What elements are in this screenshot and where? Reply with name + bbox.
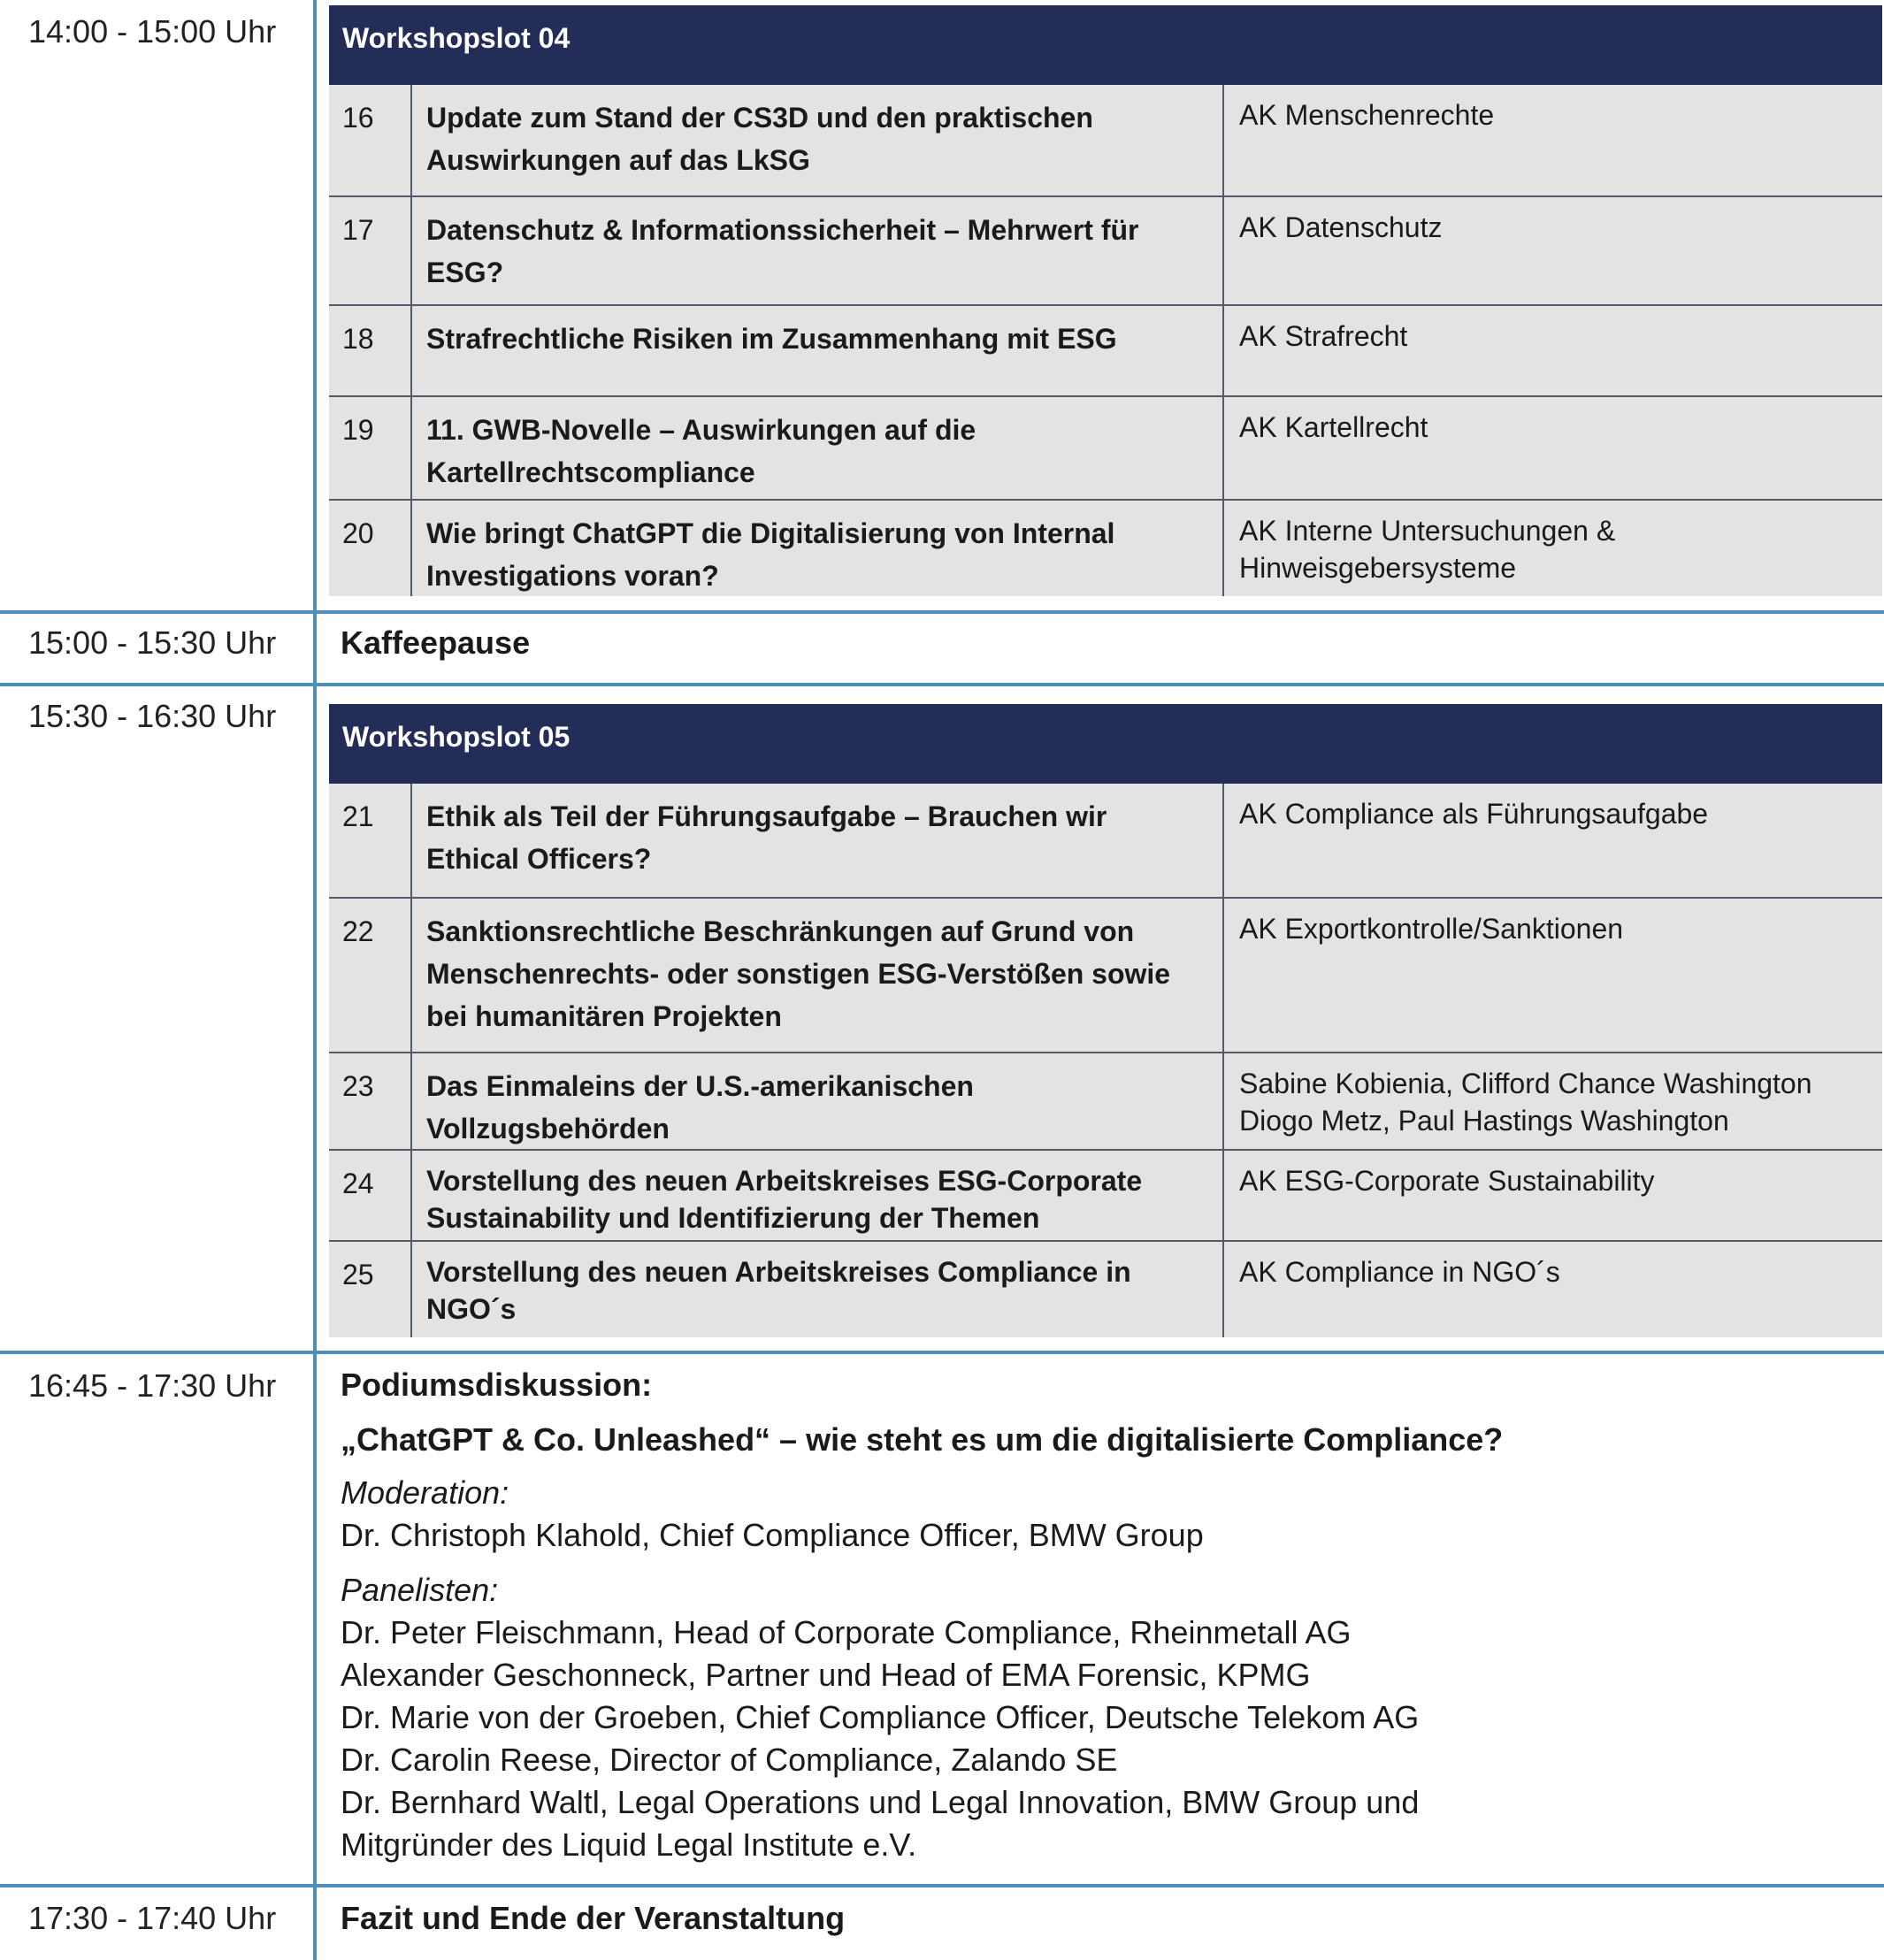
panel-label: Panelisten:	[341, 1572, 499, 1608]
workshop-group: AK Datenschutz	[1239, 211, 1443, 243]
column-divider	[1222, 85, 1224, 195]
panelist: Dr. Bernhard Waltl, Legal Operations und Legal Innovation, BMW Group und	[341, 1784, 1420, 1820]
workshop-group: AK ESG-Corporate Sustainability	[1239, 1165, 1655, 1197]
podium-discussion	[341, 1364, 1862, 1866]
table-row	[329, 501, 1882, 596]
column-divider	[410, 197, 412, 304]
column-divider	[410, 899, 412, 1052]
workshop-group: AK Interne Untersuchungen & Hinweisgebersysteme	[1239, 515, 1616, 584]
table-row	[329, 1053, 1882, 1151]
slot05-time: 15:30 - 16:30 Uhr	[28, 698, 277, 734]
table-row	[329, 306, 1882, 397]
table-row	[329, 1151, 1882, 1242]
workshop-title: Ethik als Teil der Führungsaufgabe – Brauchen wir Ethical Officers?	[426, 800, 1107, 875]
workshop-group: AK Compliance in NGO´s	[1239, 1256, 1560, 1288]
workshop-title: 11. GWB-Novelle – Auswirkungen auf die Kartellrechtscompliance	[426, 414, 976, 488]
workshop-title: Das Einmaleins der U.S.-amerikanischen Vollzugsbehörden	[426, 1070, 974, 1145]
column-divider	[410, 397, 412, 499]
workshop-group: Sabine Kobienia, Clifford Chance Washington Diogo Metz, Paul Hastings Washington	[1239, 1068, 1812, 1137]
workshop-title: Vorstellung des neuen Arbeitskreises Compliance in NGO´s	[426, 1256, 1131, 1325]
workshop-group: AK Strafrecht	[1239, 320, 1408, 352]
column-divider	[1222, 306, 1224, 395]
column-divider	[410, 501, 412, 596]
table-row	[329, 1242, 1882, 1337]
panelist: Alexander Geschonneck, Partner und Head of EMA Forensic, KPMG	[341, 1657, 1311, 1693]
workshop-number: 16	[342, 102, 374, 134]
table-row	[329, 899, 1882, 1053]
panelist: Dr. Marie von der Groeben, Chief Compliance Officer, Deutsche Telekom AG	[341, 1699, 1420, 1735]
table-row	[329, 85, 1882, 197]
workshop-number: 20	[342, 517, 374, 549]
workshop-number: 21	[342, 800, 374, 832]
workshop-title: Update zum Stand der CS3D und den praktischen Auswirkungen auf das LkSG	[426, 102, 1093, 176]
workshop-number: 24	[342, 1168, 374, 1199]
column-divider	[410, 1053, 412, 1149]
slot04-time: 14:00 - 15:00 Uhr	[28, 13, 277, 50]
column-divider	[410, 306, 412, 395]
column-divider	[410, 1242, 412, 1337]
workshop-title: Vorstellung des neuen Arbeitskreises ESG-Corporate Sustainability und Identifizierung der Themen	[426, 1165, 1143, 1234]
column-divider	[1222, 1151, 1224, 1240]
workshop-slot-04	[329, 5, 1882, 596]
section-divider	[0, 1884, 1884, 1887]
workshop-number: 19	[342, 414, 374, 446]
workshop-number: 25	[342, 1259, 374, 1290]
section-divider	[0, 1351, 1884, 1354]
workshop-number: 17	[342, 214, 374, 246]
panelist: Dr. Peter Fleischmann, Head of Corporate Compliance, Rheinmetall AG	[341, 1614, 1352, 1650]
workshop-title: Wie bringt ChatGPT die Digitalisierung von Internal Investigations voran?	[426, 517, 1115, 592]
workshop-slot-05	[329, 704, 1882, 1337]
pause-title: Kaffeepause	[341, 624, 531, 661]
column-divider	[1222, 899, 1224, 1052]
panelist: Mitgründer des Liquid Legal Institute e.V.	[341, 1826, 917, 1863]
moderation-label: Moderation:	[341, 1474, 509, 1511]
column-divider	[1222, 501, 1224, 596]
column-divider	[1222, 1242, 1224, 1337]
table-row	[329, 397, 1882, 501]
workshop-number: 22	[342, 915, 374, 947]
workshop-group: AK Exportkontrolle/Sanktionen	[1239, 913, 1624, 945]
ending-title: Fazit und Ende der Veranstaltung	[341, 1900, 846, 1936]
podium-label: Podiumsdiskussion:	[341, 1367, 653, 1403]
ending-time: 17:30 - 17:40 Uhr	[28, 1900, 277, 1936]
podium-subtitle: „ChatGPT & Co. Unleashed“ – wie steht es um die digitalisierte Compliance?	[341, 1421, 1504, 1458]
column-divider	[1222, 1053, 1224, 1149]
workshop-group: AK Compliance als Führungsaufgabe	[1239, 798, 1709, 830]
table-row	[329, 197, 1882, 306]
column-divider	[1222, 197, 1224, 304]
section-divider	[0, 610, 1884, 614]
section-divider	[0, 683, 1884, 686]
workshop-title: Sanktionsrechtliche Beschränkungen auf Grund von Menschenrechts- oder sonstigen ESG-Verstößen sowie bei humanitären Projekten	[426, 915, 1171, 1032]
column-divider	[1222, 784, 1224, 897]
column-divider	[410, 85, 412, 195]
slot04-header: Workshopslot 04	[329, 5, 1882, 85]
workshop-title: Datenschutz & Informationssicherheit – Mehrwert für ESG?	[426, 214, 1139, 288]
timeline-vertical-divider	[313, 0, 317, 1960]
podium-time: 16:45 - 17:30 Uhr	[28, 1367, 277, 1404]
column-divider	[410, 784, 412, 897]
moderator-name: Dr. Christoph Klahold, Chief Compliance Officer, BMW Group	[341, 1517, 1204, 1553]
column-divider	[1222, 397, 1224, 499]
workshop-group: AK Menschenrechte	[1239, 99, 1495, 131]
table-row	[329, 784, 1882, 899]
workshop-group: AK Kartellrecht	[1239, 411, 1428, 443]
pause-time: 15:00 - 15:30 Uhr	[28, 624, 277, 661]
panelist: Dr. Carolin Reese, Director of Compliance, Zalando SE	[341, 1742, 1118, 1778]
workshop-number: 18	[342, 323, 374, 355]
column-divider	[410, 1151, 412, 1240]
slot05-header: Workshopslot 05	[329, 704, 1882, 784]
workshop-title: Strafrechtliche Risiken im Zusammenhang mit ESG	[426, 323, 1117, 355]
workshop-number: 23	[342, 1070, 374, 1102]
